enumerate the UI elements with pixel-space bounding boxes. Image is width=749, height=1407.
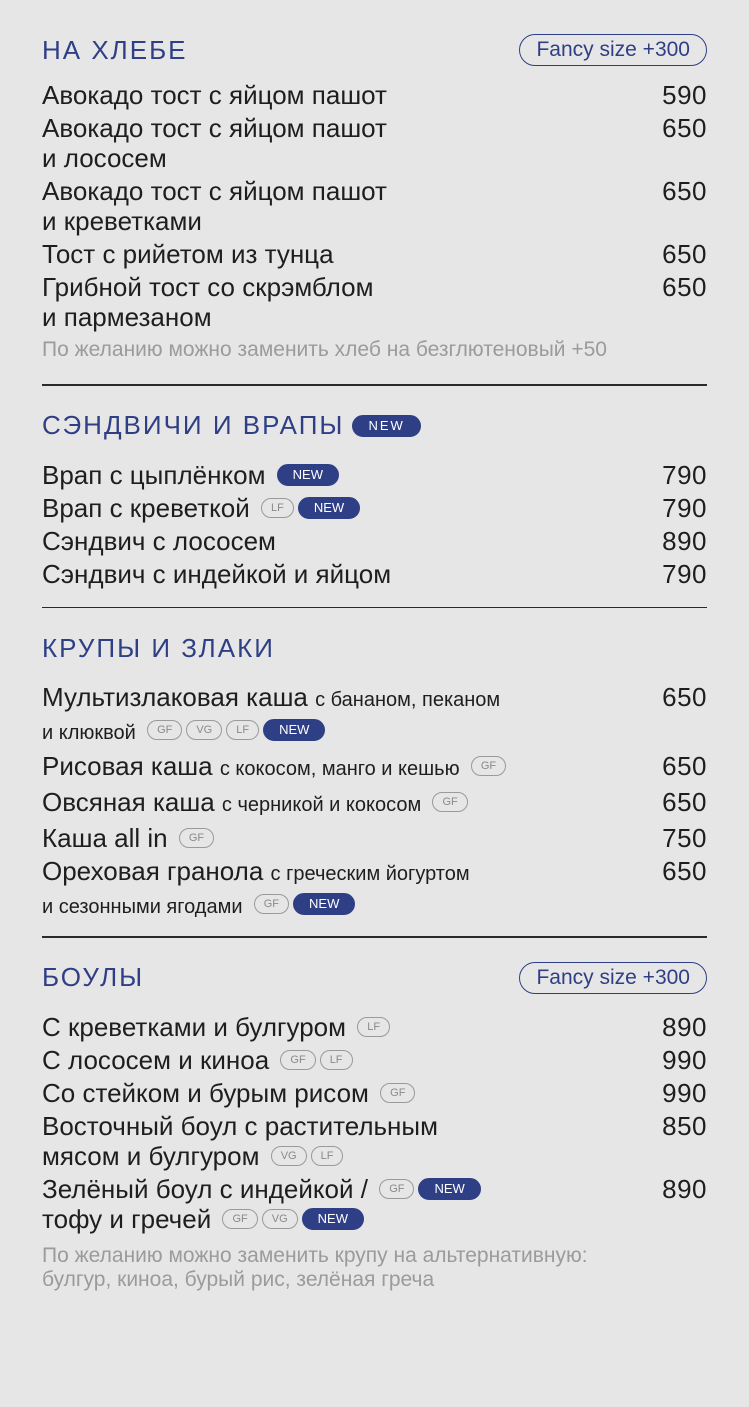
lf-tag: LF bbox=[320, 1050, 353, 1070]
section-header bbox=[42, 406, 707, 446]
menu-item bbox=[42, 176, 707, 236]
item-name: Зелёный боул с индейкой / bbox=[42, 1173, 368, 1204]
menu-item bbox=[42, 1174, 707, 1234]
section-divider bbox=[42, 384, 707, 386]
item-price: 650 bbox=[662, 239, 707, 269]
menu-item bbox=[42, 1078, 707, 1108]
item-price: 650 bbox=[662, 176, 707, 206]
vg-tag: VG bbox=[186, 720, 222, 740]
section-grains bbox=[42, 628, 707, 922]
menu-item bbox=[42, 493, 707, 523]
item-name: Ореховая гранола bbox=[42, 856, 264, 886]
item-price: 650 bbox=[662, 113, 707, 143]
vg-tag: VG bbox=[271, 1146, 307, 1166]
gf-tag: GF bbox=[432, 792, 467, 812]
item-name: Врап с цыплёнком bbox=[42, 459, 266, 490]
gf-tag: GF bbox=[147, 720, 182, 740]
section-divider bbox=[42, 607, 707, 609]
menu-item bbox=[42, 823, 707, 853]
item-description: с кокосом, манго и кешью bbox=[219, 758, 460, 780]
item-description: с черникой и кокосом bbox=[221, 794, 422, 816]
gf-tag: GF bbox=[222, 1209, 257, 1229]
item-name: Овсяная каша bbox=[42, 787, 215, 817]
section-header bbox=[42, 30, 707, 70]
new-tag: NEW bbox=[293, 893, 355, 915]
item-price: 890 bbox=[662, 525, 707, 556]
lf-tag: LF bbox=[311, 1146, 344, 1166]
item-name: Мультизлаковая каша bbox=[42, 682, 308, 712]
item-name: Со стейком и бурым рисом bbox=[42, 1077, 369, 1108]
item-price: 990 bbox=[662, 1044, 707, 1075]
fancy-size-badge: Fancy size +300 bbox=[519, 34, 707, 66]
menu-item bbox=[42, 526, 707, 556]
section-header bbox=[42, 628, 707, 668]
menu-item bbox=[42, 559, 707, 589]
section-note bbox=[42, 1244, 707, 1292]
section-title: КРУПЫ И ЗЛАКИ bbox=[42, 632, 275, 663]
new-tag: NEW bbox=[263, 719, 325, 741]
item-price: 790 bbox=[662, 459, 707, 490]
gf-tag: GF bbox=[254, 894, 289, 914]
item-name-line2: и пармезаном bbox=[42, 302, 212, 332]
menu-item bbox=[42, 787, 707, 820]
item-name-line2: и лососем bbox=[42, 143, 167, 173]
item-description-line2: и сезонными ягодами bbox=[42, 896, 243, 918]
item-name: Сэндвич с лососем bbox=[42, 525, 276, 556]
item-price: 990 bbox=[662, 1077, 707, 1108]
section-title-text: СЭНДВИЧИ И ВРАПЫ bbox=[42, 410, 345, 440]
section-title: БОУЛЫ bbox=[42, 962, 145, 992]
note-line1: По желанию можно заменить крупу на альтернативную: bbox=[42, 1243, 588, 1267]
menu-item bbox=[42, 1012, 707, 1042]
item-description-line2: и клюквой bbox=[42, 722, 136, 744]
gf-tag: GF bbox=[280, 1050, 315, 1070]
item-name: Врап с креветкой bbox=[42, 492, 250, 523]
menu-item bbox=[42, 1111, 707, 1171]
menu-item bbox=[42, 751, 707, 784]
item-name-line2: тофу и гречей bbox=[42, 1203, 212, 1234]
item-name: Восточный боул с растительным bbox=[42, 1110, 438, 1141]
item-name: Сэндвич с индейкой и яйцом bbox=[42, 558, 392, 589]
item-description: с греческим йогуртом bbox=[270, 863, 470, 885]
section-divider bbox=[42, 936, 707, 938]
item-name: Рисовая каша bbox=[42, 751, 213, 781]
fancy-size-badge: Fancy size +300 bbox=[519, 962, 707, 994]
new-tag: NEW bbox=[298, 497, 360, 519]
gf-tag: GF bbox=[380, 1083, 415, 1103]
note-line2: булгур, киноа, бурый рис, зелёная греча bbox=[42, 1267, 435, 1291]
menu-item bbox=[42, 460, 707, 490]
vg-tag: VG bbox=[262, 1209, 298, 1229]
item-name: Тост с рийетом из тунца bbox=[42, 239, 334, 269]
new-tag: NEW bbox=[418, 1178, 480, 1200]
lf-tag: LF bbox=[226, 720, 259, 740]
menu-item bbox=[42, 80, 707, 110]
gf-tag: GF bbox=[471, 756, 506, 776]
section-title bbox=[42, 410, 421, 441]
item-price: 890 bbox=[662, 1173, 707, 1204]
menu-page bbox=[42, 30, 707, 1292]
item-name: С креветками и булгуром bbox=[42, 1011, 347, 1042]
item-name: Грибной тост со скрэмблом bbox=[42, 272, 374, 302]
item-price: 590 bbox=[662, 80, 707, 110]
menu-item bbox=[42, 239, 707, 269]
menu-item bbox=[42, 113, 707, 173]
item-name-line2: и креветками bbox=[42, 206, 202, 236]
menu-item bbox=[42, 1045, 707, 1075]
section-sandwiches bbox=[42, 406, 707, 589]
section-note: По желанию можно заменить хлеб на безглютеновый +50 bbox=[42, 338, 607, 361]
item-price: 890 bbox=[662, 1011, 707, 1042]
item-name: Каша all in bbox=[42, 823, 168, 853]
item-name: Авокадо тост с яйцом пашот bbox=[42, 80, 387, 110]
item-price: 650 bbox=[662, 272, 707, 302]
new-tag: NEW bbox=[352, 415, 420, 437]
new-tag: NEW bbox=[302, 1208, 364, 1230]
item-price: 790 bbox=[662, 492, 707, 523]
item-price: 790 bbox=[662, 558, 707, 589]
gf-tag: GF bbox=[179, 828, 214, 848]
menu-item bbox=[42, 272, 707, 332]
item-price: 650 bbox=[662, 751, 707, 781]
item-name: Авокадо тост с яйцом пашот bbox=[42, 113, 387, 143]
section-bowls bbox=[42, 958, 707, 1292]
gf-tag: GF bbox=[379, 1179, 414, 1199]
lf-tag: LF bbox=[357, 1017, 390, 1037]
item-price: 750 bbox=[662, 823, 707, 853]
item-price: 650 bbox=[662, 787, 707, 817]
menu-item bbox=[42, 856, 707, 922]
menu-item bbox=[42, 682, 707, 748]
section-title: НА ХЛЕБЕ bbox=[42, 34, 188, 65]
new-tag: NEW bbox=[277, 464, 339, 486]
item-price: 650 bbox=[662, 856, 707, 886]
item-price: 850 bbox=[662, 1110, 707, 1141]
item-name-line2: мясом и булгуром bbox=[42, 1140, 260, 1171]
item-name: Авокадо тост с яйцом пашот bbox=[42, 176, 387, 206]
section-header bbox=[42, 958, 707, 998]
lf-tag: LF bbox=[261, 498, 294, 518]
section-bread bbox=[42, 30, 707, 362]
item-price: 650 bbox=[662, 682, 707, 712]
item-name: С лососем и киноа bbox=[42, 1044, 270, 1075]
item-description: с бананом, пеканом bbox=[315, 689, 501, 711]
